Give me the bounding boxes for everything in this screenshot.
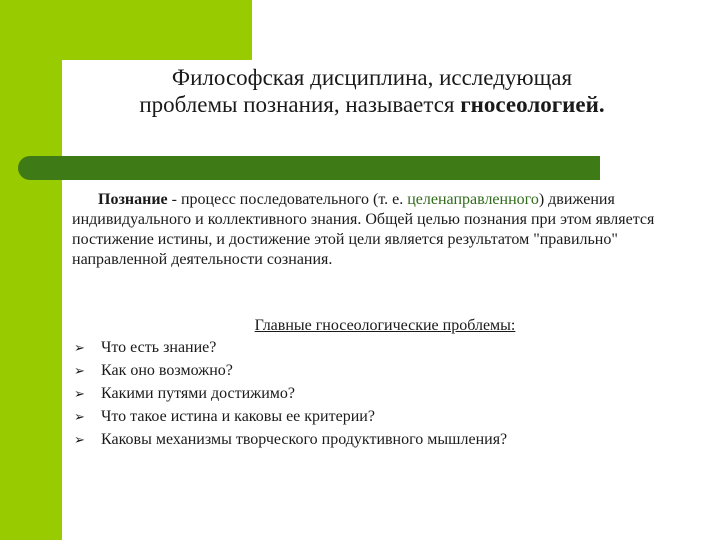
list-item-text: Как оно возможно? — [101, 362, 233, 379]
arrowhead-bullet-icon: ➢ — [74, 364, 85, 379]
left-accent-bar — [0, 0, 62, 540]
arrowhead-bullet-icon: ➢ — [74, 410, 85, 425]
title-divider-bar — [18, 156, 600, 180]
list-item-text: Что такое истина и каковы ее критерии? — [101, 408, 375, 425]
list-item — [74, 360, 507, 383]
arrowhead-bullet-icon: ➢ — [74, 433, 85, 448]
definition-paragraph — [72, 190, 672, 270]
problems-heading: Главные гносеологические проблемы: — [254, 317, 516, 334]
problems-list — [74, 337, 507, 452]
list-item-text: Каковы механизмы творческого продуктивного мышления? — [101, 431, 508, 448]
definition-text-2: ) движения индивидуального и коллективного знания. Общей целью познания при этом является постижение истины, и достижение этой цели является результатом "правильно" направленной деятельности сознания. — [72, 191, 655, 268]
title-line-2-prefix: проблемы познания, называется — [139, 92, 461, 117]
top-accent-block — [0, 0, 252, 60]
definition-highlight: целенаправленного — [407, 191, 539, 208]
definition-term: Познание — [98, 191, 168, 208]
slide-title — [72, 64, 672, 118]
list-item-text: Что есть знание? — [101, 339, 217, 356]
list-item — [74, 337, 507, 360]
title-line-1: Философская дисциплина, исследующая — [171, 65, 573, 90]
list-item — [74, 429, 507, 452]
list-item-text: Какими путями достижимо? — [101, 385, 296, 402]
title-term: гносеологией. — [460, 92, 605, 117]
arrowhead-bullet-icon: ➢ — [74, 387, 85, 402]
list-item — [74, 406, 507, 429]
arrowhead-bullet-icon: ➢ — [74, 341, 85, 356]
definition-text-1: - процесс последовательного (т. е. — [167, 191, 408, 208]
list-item — [74, 383, 507, 406]
